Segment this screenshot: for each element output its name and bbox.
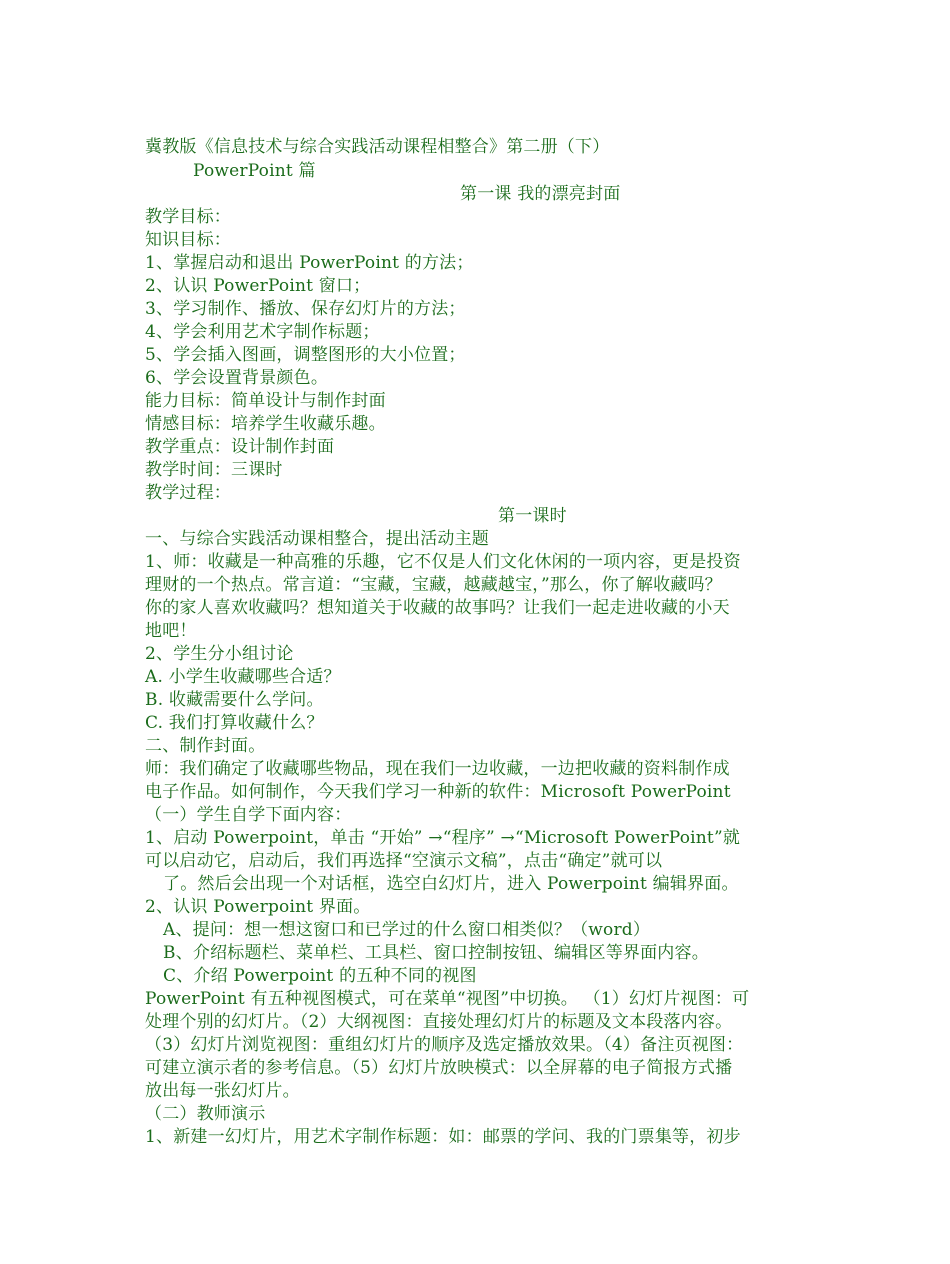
views-line: （二）教师演示	[145, 1104, 266, 1124]
views-line: （3）幻灯片浏览视图：重组幻灯片的顺序及选定播放效果。（4）备注页视图：	[145, 1035, 744, 1055]
objectives-heading: 教学目标：	[145, 207, 231, 227]
body-line: 师：我们确定了收藏哪些物品，现在我们一边收藏，一边把收藏的资料制作成	[145, 759, 730, 779]
body-line: 理财的一个热点。常言道：“宝藏，宝藏，越藏越宝，”那么，你了解收藏吗？	[145, 575, 722, 595]
indented-line: 了。然后会出现一个对话框，选空白幻灯片，进入 Powerpoint 编辑界面。	[163, 874, 739, 894]
period-title: 第一课时	[498, 506, 567, 526]
objective-item: 2、认识 PowerPoint 窗口；	[145, 276, 371, 296]
views-line: 放出每一张幻灯片。	[145, 1081, 300, 1101]
body-line: 1、师：收藏是一种高雅的乐趣，它不仅是人们文化休闲的一项内容，更是投资	[145, 552, 741, 572]
teaching-time: 教学时间：三课时	[145, 460, 283, 480]
body-line: C. 我们打算收藏什么？	[145, 713, 324, 733]
views-line: 处理个别的幻灯片。（2）大纲视图：直接处理幻灯片的标题及文本段落内容。	[145, 1012, 733, 1032]
views-line: 1、新建一幻灯片，用艺术字制作标题：如：邮票的学问、我的门票集等，初步	[145, 1127, 741, 1147]
body-line: 一、与综合实践活动课相整合，提出活动主题	[145, 529, 489, 549]
body-line: A. 小学生收藏哪些合适？	[145, 667, 341, 687]
sub-item: A、提问：想一想这窗口和已学过的什么窗口相类似？（word）	[163, 920, 651, 940]
body-line: 可以启动它，启动后，我们再选择“空演示文稿”，点击“确定”就可以	[145, 851, 663, 871]
emotion-objective: 情感目标：培养学生收藏乐趣。	[145, 414, 386, 434]
body-line: 1、启动 Powerpoint，单击 “开始” →“程序” →“Microsoft PowerPoint”就	[145, 828, 741, 848]
knowledge-objectives: 知识目标：	[145, 230, 231, 250]
body-line: 二、制作封面。	[145, 736, 266, 756]
objective-item: 3、学习制作、播放、保存幻灯片的方法；	[145, 299, 466, 319]
sub-item: B、介绍标题栏、菜单栏、工具栏、窗口控制按钮、编辑区等界面内容。	[163, 943, 709, 963]
sub-item: C、介绍 Powerpoint 的五种不同的视图	[163, 966, 477, 986]
body-line: 你的家人喜欢收藏吗？想知道关于收藏的故事吗？让我们一起走进收藏的小天	[145, 598, 730, 618]
series-title: 冀教版《信息技术与综合实践活动课程相整合》第二册（下）	[145, 137, 610, 157]
views-line: PowerPoint 有五种视图模式，可在菜单“视图”中切换。 （1）幻灯片视图：可	[145, 989, 750, 1009]
body-line: 地吧！	[145, 621, 197, 641]
body-line: （一）学生自学下面内容：	[145, 805, 352, 825]
objective-item: 4、学会利用艺术字制作标题；	[145, 322, 380, 342]
teaching-process: 教学过程：	[145, 483, 231, 503]
objective-item: 1、掌握启动和退出 PowerPoint 的方法；	[145, 253, 474, 273]
body-line: 电子作品。如何制作，今天我们学习一种新的软件：Microsoft PowerPoint	[145, 782, 731, 802]
section-heading: 2、认识 Powerpoint 界面。	[145, 897, 371, 917]
teaching-focus: 教学重点：设计制作封面	[145, 437, 335, 457]
views-line: 可建立演示者的参考信息。（5）幻灯片放映模式：以全屏幕的电子简报方式播	[145, 1058, 733, 1078]
part-title: PowerPoint 篇	[193, 161, 316, 181]
body-line: B. 收藏需要什么学问。	[145, 690, 324, 710]
ability-objective: 能力目标：简单设计与制作封面	[145, 391, 386, 411]
body-line: 2、学生分小组讨论	[145, 644, 294, 664]
objective-item: 5、学会插入图画，调整图形的大小位置；	[145, 345, 466, 365]
objective-item: 6、学会设置背景颜色。	[145, 368, 329, 388]
lesson-title: 第一课 我的漂亮封面	[460, 184, 621, 204]
